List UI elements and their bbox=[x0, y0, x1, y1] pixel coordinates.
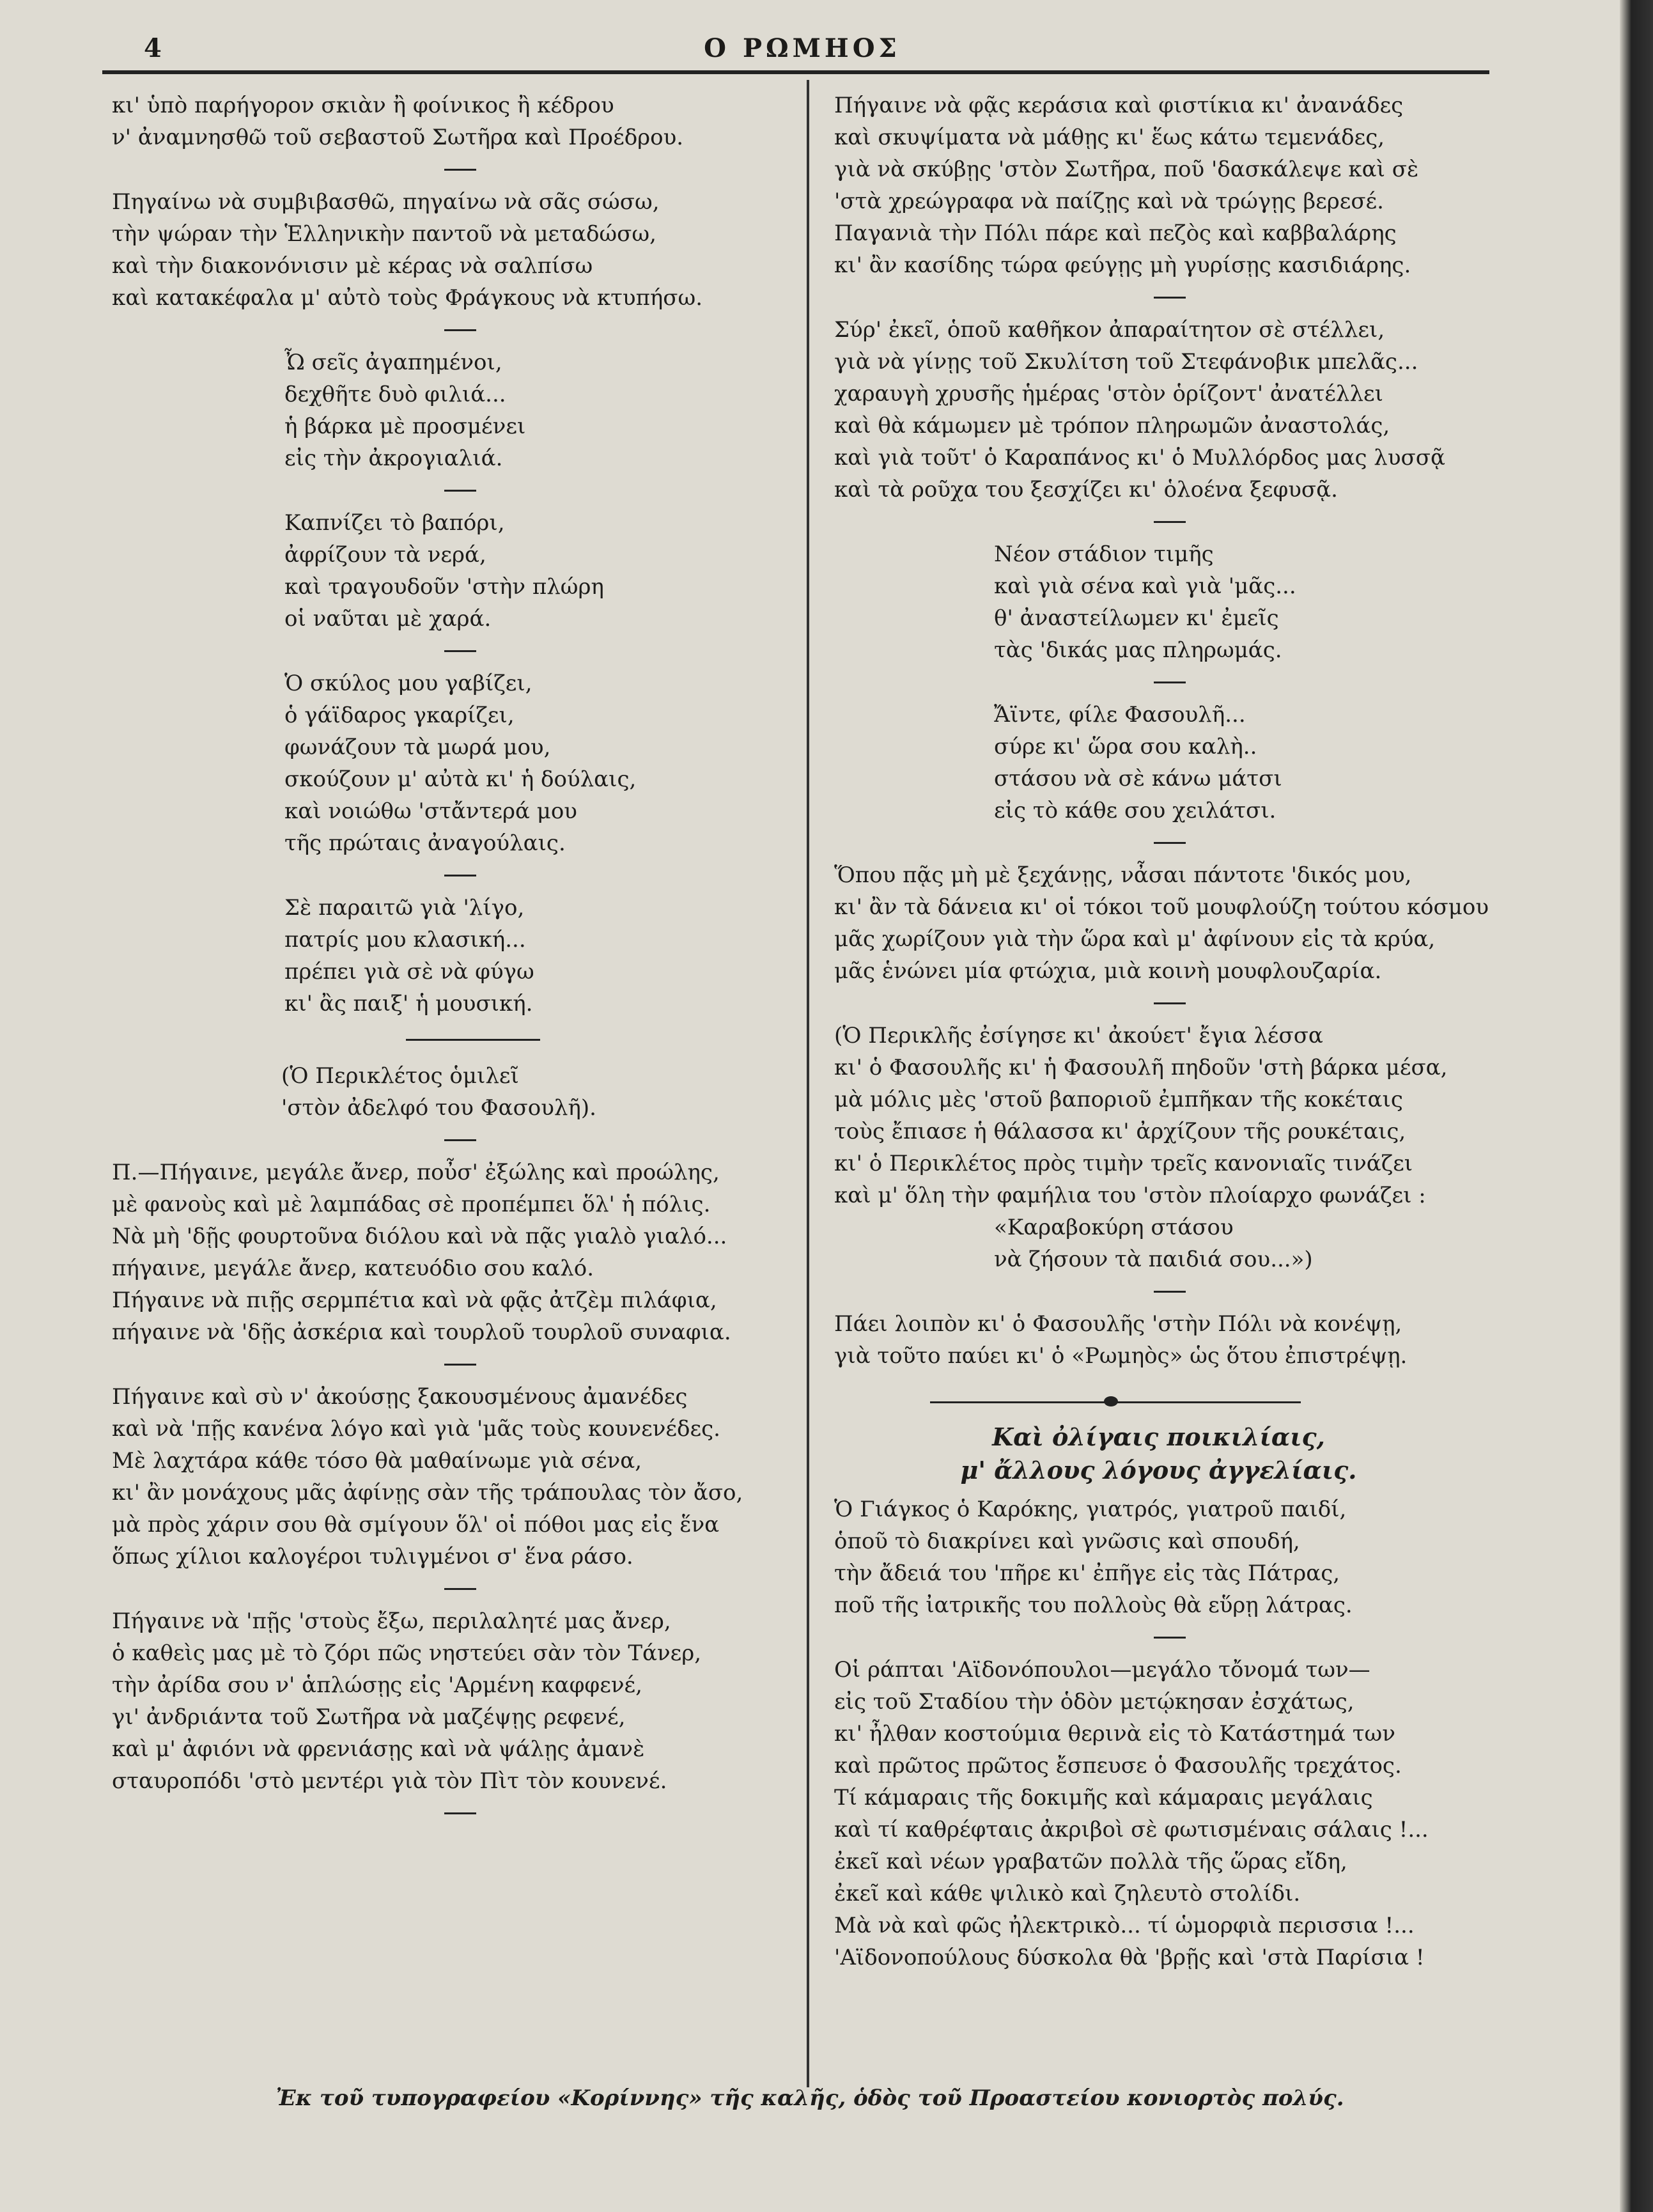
verse-line: καὶ σκυψίματα νὰ μάθῃς κι' ἕως κάτω τεμενάδες, bbox=[834, 125, 1385, 150]
verse-line: στάσου νὰ σὲ κάνω μάτσι bbox=[994, 766, 1282, 791]
separator-dash bbox=[1154, 1002, 1186, 1004]
verse-line: (Ὁ Περικλῆς ἐσίγησε κι' ἀκούετ' ἔγια λέσσα bbox=[834, 1023, 1323, 1048]
verse-line: Πήγαινε καὶ σὺ ν' ἀκούσῃς ξακουσμένους ἀμανέδες bbox=[112, 1384, 688, 1410]
verse-line: μὰ μόλις μὲς 'στοῦ βαποριοῦ ἐμπῆκαν τῆς κοκέταις bbox=[834, 1087, 1403, 1112]
verse-line: Καπνίζει τὸ βαπόρι, bbox=[284, 510, 505, 536]
stanza bbox=[112, 1157, 789, 1348]
masthead-title: Ο ΡΩΜΗΟΣ bbox=[704, 33, 901, 63]
verse-line: καὶ τί καθρέφταις ἀκριβοὶ σὲ φωτισμέναις σάλαις !... bbox=[834, 1817, 1429, 1842]
verse-line: (Ὁ Περικλέτος ὁμιλεῖ bbox=[281, 1063, 519, 1089]
stanza bbox=[834, 859, 1489, 987]
verse-line: καὶ τραγουδοῦν 'στὴν πλώρη bbox=[284, 574, 604, 600]
verse-line: εἰς τὴν ἀκρογιαλιά. bbox=[284, 446, 503, 471]
stanza bbox=[112, 347, 789, 474]
verse-line: καὶ νοιώθω 'στἄντερά μου bbox=[284, 798, 577, 824]
verse-line: κι' ἂς παιξ' ἡ μουσική. bbox=[284, 991, 533, 1016]
separator-dash bbox=[1154, 1291, 1186, 1293]
ornamental-rule bbox=[930, 1398, 1301, 1406]
stanza bbox=[112, 892, 789, 1020]
separator-dash bbox=[444, 490, 476, 492]
verse-line: ὅπως χίλιοι καλογέροι τυλιγμένοι σ' ἕνα ράσο. bbox=[112, 1544, 633, 1569]
verse-line: Νέον στάδιον τιμῆς bbox=[994, 541, 1214, 567]
verse-line: καὶ γιὰ σένα καὶ γιὰ 'μᾶς... bbox=[994, 573, 1296, 599]
verse-line: Πηγαίνω νὰ συμβιβασθῶ, πηγαίνω νὰ σᾶς σώσω, bbox=[112, 189, 660, 215]
verse-line: σκούζουν μ' αὐτὰ κι' ἡ δούλαις, bbox=[284, 767, 637, 792]
separator-dash bbox=[444, 650, 476, 652]
verse-line: κι' ἂν κασίδης τώρα φεύγῃς μὴ γυρίσῃς κασιδιάρης. bbox=[834, 253, 1411, 278]
verse-line: Οἱ ράπται 'Αϊδονόπουλοι—μεγάλο τὄνομά των— bbox=[834, 1657, 1370, 1683]
verse-line: καὶ τὴν διακονόνισιν μὲ κέρας νὰ σαλπίσω bbox=[112, 253, 593, 279]
verse-line: Ὁ σκύλος μου γαβίζει, bbox=[284, 671, 532, 696]
separator-dash bbox=[1154, 682, 1186, 683]
separator-dash bbox=[444, 875, 476, 876]
stanza bbox=[112, 186, 789, 314]
verse-line: ν' ἀναμνησθῶ τοῦ σεβαστοῦ Σωτῆρα καὶ Προέδρου. bbox=[112, 125, 684, 150]
separator-dash bbox=[444, 329, 476, 331]
verse-line: πατρίς μου κλασική... bbox=[284, 927, 526, 953]
verse-line: καὶ γιὰ τοῦτ' ὁ Καραπάνος κι' ὁ Μυλλόρδος μας λυσσᾷ bbox=[834, 445, 1445, 471]
page-header bbox=[115, 26, 1489, 77]
verse-line: Σὲ παραιτῶ γιὰ 'λίγο, bbox=[284, 895, 525, 921]
verse-line: ὁποῦ τὸ διακρίνει καὶ γνῶσις καὶ σπουδή, bbox=[834, 1529, 1300, 1554]
verse-line: δεχθῆτε δυὸ φιλιά... bbox=[284, 382, 506, 407]
verse-line: γιὰ νὰ σκύβῃς 'στὸν Σωτῆρα, ποῦ 'δασκάλεψε καὶ σὲ bbox=[834, 157, 1419, 182]
verse-line: Νὰ μὴ 'δῇς φουρτοῦνα διόλου καὶ νὰ πᾷς γιαλὸ γιαλό... bbox=[112, 1224, 727, 1249]
verse-line: ἐκεῖ καὶ νέων γραβατῶν πολλὰ τῆς ὥρας εἴδη, bbox=[834, 1849, 1347, 1874]
section-title bbox=[834, 1421, 1483, 1487]
verse-line: μᾶς χωρίζουν γιὰ τὴν ὥρα καὶ μ' ἀφίνουν εἰς τὰ κρύα, bbox=[834, 926, 1436, 952]
separator-dash bbox=[444, 1812, 476, 1814]
section-title-line: Καὶ ὀλίγαις ποικιλίαις, bbox=[992, 1422, 1325, 1451]
verse-line: κι' ὁ Φασουλῆς κι' ἡ Φασουλῆ πηδοῦν 'στὴ βάρκα μέσα, bbox=[834, 1055, 1448, 1080]
verse-line: πρέπει γιὰ σὲ νὰ φύγω bbox=[284, 959, 534, 985]
verse-line: 'στὸν ἀδελφό του Φασουλῆ). bbox=[281, 1095, 596, 1121]
verse-line: πήγαινε νὰ 'δῇς ἀσκέρια καὶ τουρλοῦ τουρλοῦ συναφια. bbox=[112, 1320, 731, 1345]
stanza bbox=[834, 1308, 1483, 1372]
page-number: 4 bbox=[144, 33, 162, 63]
verse-line: πήγαινε, μεγάλε ἄνερ, κατευόδιο σου καλό. bbox=[112, 1256, 594, 1281]
section-title-line: μ' ἄλλους λόγους ἀγγελίαις. bbox=[960, 1456, 1357, 1484]
verse-line: τὴν ἀρίδα σου ν' ἁπλώσῃς εἰς 'Αρμένη καφφενέ, bbox=[112, 1672, 642, 1698]
news-item bbox=[834, 1654, 1483, 1974]
stage-direction bbox=[112, 1060, 789, 1124]
verse-line: ὁ καθεὶς μας μὲ τὸ ζόρι πῶς νηστεύει σὰν τὸν Τάνερ, bbox=[112, 1640, 702, 1666]
verse-line: ἐκεῖ καὶ κάθε ψιλικὸ καὶ ζηλευτὸ στολίδι. bbox=[834, 1881, 1301, 1906]
separator-dash bbox=[444, 1364, 476, 1366]
verse-line: Μὲ λαχτάρα κάθε τόσο θὰ μαθαίνωμε γιὰ σένα, bbox=[112, 1448, 642, 1474]
separator-dash bbox=[1154, 297, 1186, 299]
verse-line: ἡ βάρκα μὲ προσμένει bbox=[284, 414, 526, 439]
verse-line: κι' ἂν μονάχους μᾶς ἀφίνῃς σὰν τῆς τράπουλας τὸν ἄσο, bbox=[112, 1480, 743, 1506]
stanza bbox=[112, 1381, 789, 1573]
verse-line: Π.—Πήγαινε, μεγάλε ἄνερ, ποὖσ' ἐξώλης καὶ προώλης, bbox=[112, 1160, 720, 1185]
verse-line: Μὰ νὰ καὶ φῶς ἠλεκτρικὸ... τί ὡμορφιὰ περισσια !... bbox=[834, 1913, 1415, 1938]
stanza bbox=[112, 1605, 789, 1797]
ornament-diamond-icon bbox=[1104, 1396, 1118, 1406]
opening-lines bbox=[112, 90, 789, 153]
verse-line: σύρε κι' ὥρα σου καλὴ.. bbox=[994, 734, 1257, 759]
verse-line: Πήγαινε νὰ πιῇς σερμπέτια καὶ νὰ φᾷς ἀτζὲμ πιλάφια, bbox=[112, 1288, 717, 1313]
verse-line: κι' ὁ Περικλέτος πρὸς τιμὴν τρεῖς κανονιαῖς τινάζει bbox=[834, 1151, 1413, 1176]
verse-line: ἀφρίζουν τὰ νερά, bbox=[284, 542, 486, 568]
verse-line: Ἄϊντε, φίλε Φασουλῆ... bbox=[994, 702, 1246, 728]
stanza bbox=[834, 538, 1483, 666]
separator-dash bbox=[1154, 1637, 1186, 1639]
stanza bbox=[834, 90, 1483, 281]
verse-line: φωνάζουν τὰ μωρά μου, bbox=[284, 735, 551, 760]
verse-line: κι' ἂν τὰ δάνεια κι' οἱ τόκοι τοῦ μουφλούζη τούτου κόσμου bbox=[834, 894, 1489, 920]
stanza bbox=[834, 1020, 1483, 1275]
verse-line: Σύρ' ἐκεῖ, ὁποῦ καθῆκον ἀπαραίτητον σὲ στέλλει, bbox=[834, 317, 1385, 343]
verse-line: Τί κάμαραις τῆς δοκιμῆς καὶ κάμαραις μεγάλαις bbox=[834, 1785, 1373, 1811]
right-column bbox=[834, 90, 1489, 1974]
verse-line: χαραυγὴ χρυσῆς ἡμέρας 'στὸν ὁρίζοντ' ἀνατέλλει bbox=[834, 381, 1383, 407]
separator-dash bbox=[444, 1588, 476, 1590]
verse-line: Πάει λοιπὸν κι' ὁ Φασουλῆς 'στὴν Πόλι νὰ κονέψῃ, bbox=[834, 1311, 1402, 1337]
verse-line: καὶ κατακέφαλα μ' αὐτὸ τοὺς Φράγκους νὰ κτυπήσω. bbox=[112, 285, 703, 311]
verse-line: θ' ἀναστείλωμεν κι' ἐμεῖς bbox=[994, 605, 1279, 631]
verse-line: γιὰ τοῦτο παύει κι' ὁ «Ρωμηὸς» ὡς ὅτου ἐπιστρέψῃ. bbox=[834, 1343, 1408, 1369]
stanza bbox=[112, 667, 789, 859]
verse-line: καὶ νὰ 'πῇς κανένα λόγο καὶ γιὰ 'μᾶς τοὺς κουνενέδες. bbox=[112, 1416, 720, 1442]
verse-line: 'στὰ χρεώγραφα νὰ παίζῃς καὶ νὰ τρώγῃς βερεσέ. bbox=[834, 189, 1384, 214]
verse-line: κι' ὑπὸ παρήγορον σκιὰν ἢ φοίνικος ἢ κέδρου bbox=[112, 93, 614, 118]
verse-line: μὲ φανοὺς καὶ μὲ λαμπάδας σὲ προπέμπει ὅλ' ἡ πόλις. bbox=[112, 1192, 711, 1217]
verse-line: καὶ πρῶτος πρῶτος ἔσπευσε ὁ Φασουλῆς τρεχάτος. bbox=[834, 1753, 1402, 1779]
verse-line: κι' ἦλθαν κοστούμια θερινὰ εἰς τὸ Κατάστημά των bbox=[834, 1721, 1395, 1747]
verse-line: γιὰ νὰ γίνῃς τοῦ Σκυλίτση τοῦ Στεφάνοβικ μπελᾶς... bbox=[834, 349, 1418, 375]
verse-line: Ὅπου πᾷς μὴ μὲ ξεχάνῃς, νἆσαι πάντοτε 'δικός μου, bbox=[834, 862, 1412, 888]
separator-dash bbox=[444, 1139, 476, 1141]
stanza bbox=[834, 699, 1483, 827]
verse-line: καὶ τὰ ροῦχα του ξεσχίζει κι' ὁλοένα ξεφυσᾷ. bbox=[834, 477, 1338, 502]
verse-line: τὴν ψώραν τὴν Ἑλληνικὴν παντοῦ νὰ μεταδώσω, bbox=[112, 221, 656, 247]
verse-line: εἰς τὸ κάθε σου χειλάτσι. bbox=[994, 798, 1277, 823]
verse-line: τοὺς ἔπιασε ἡ θάλασσα κι' ἀρχίζουν τῆς ρουκέταις, bbox=[834, 1119, 1406, 1144]
verse-line: «Καραβοκύρη στάσου bbox=[994, 1215, 1234, 1240]
header-rule bbox=[102, 70, 1489, 74]
verse-line: τὰς 'δικάς μας πληρωμάς. bbox=[994, 637, 1282, 663]
verse-line: καὶ θὰ κάμωμεν μὲ τρόπον πληρωμῶν ἀναστολάς, bbox=[834, 413, 1390, 439]
verse-line: Παγανιὰ τὴν Πόλι πάρε καὶ πεζὸς καὶ καββαλάρης bbox=[834, 221, 1397, 246]
verse-line: νὰ ζήσουν τὰ παιδιά σου...») bbox=[994, 1247, 1313, 1272]
verse-line: Ὦ σεῖς ἀγαπημένοι, bbox=[284, 350, 502, 375]
verse-line: Πήγαινε νὰ φᾷς κεράσια καὶ φιστίκια κι' ἀνανάδες bbox=[834, 93, 1404, 118]
verse-line: γι' ἀνδριάντα τοῦ Σωτῆρα νὰ μαζέψῃς ρεφενέ, bbox=[112, 1704, 626, 1730]
verse-line: καὶ μ' ὅλη τὴν φαμήλια του 'στὸν πλοίαρχο φωνάζει : bbox=[834, 1183, 1426, 1208]
verse-line: μᾶς ἑνώνει μία φτώχια, μιὰ κοινὴ μουφλουζαρία. bbox=[834, 958, 1382, 984]
stanza bbox=[112, 507, 789, 635]
separator-rule bbox=[406, 1039, 540, 1041]
printer-footer: Ἐκ τοῦ τυπογραφείου «Κορίννης» τῆς καλῆς, ὁδὸς τοῦ Προαστείου κονιορτὸς πολύς. bbox=[276, 2085, 1344, 2111]
verse-line: σταυροπόδι 'στὸ μεντέρι γιὰ τὸν Πὶτ τὸν κουνενέ. bbox=[112, 1768, 667, 1794]
column-divider bbox=[807, 80, 809, 2087]
verse-line: καὶ μ' ἀφιόνι νὰ φρενιάσῃς καὶ νὰ ψάλῃς ἀμανὲ bbox=[112, 1736, 645, 1762]
verse-line: ποῦ τῆς ἰατρικῆς του πολλοὺς θὰ εὕρῃ λάτρας. bbox=[834, 1593, 1353, 1618]
separator-dash bbox=[1154, 842, 1186, 844]
verse-line: τῆς πρώταις ἀναγούλαις. bbox=[284, 830, 566, 856]
page-binding-edge bbox=[1620, 0, 1653, 2212]
verse-line: τὴν ἄδειά του 'πῆρε κι' ἐπῆγε εἰς τὰς Πάτρας, bbox=[834, 1561, 1340, 1586]
news-item bbox=[834, 1493, 1483, 1621]
verse-line: Ὁ Γιάγκος ὁ Καρόκης, γιατρός, γιατροῦ παιδί, bbox=[834, 1497, 1347, 1522]
separator-dash bbox=[1154, 521, 1186, 523]
verse-line: ὁ γάϊδαρος γκαρίζει, bbox=[284, 703, 515, 728]
stanza bbox=[834, 314, 1483, 506]
verse-line: Πήγαινε νὰ 'πῇς 'στοὺς ἔξω, περιλαλητέ μας ἄνερ, bbox=[112, 1608, 671, 1634]
verse-line: οἱ ναῦται μὲ χαρά. bbox=[284, 606, 492, 632]
separator-dash bbox=[444, 169, 476, 171]
verse-line: εἰς τοῦ Σταδίου τὴν ὁδὸν μετῴκησαν ἐσχάτως, bbox=[834, 1689, 1354, 1715]
verse-line: μὰ πρὸς χάριν σου θὰ σμίγουν ὅλ' οἱ πόθοι μας εἰς ἕνα bbox=[112, 1512, 720, 1538]
verse-line: 'Αϊδονοπούλους δύσκολα θὰ 'βρῇς καὶ 'στὰ Παρίσια ! bbox=[834, 1945, 1425, 1970]
left-column bbox=[112, 90, 789, 1830]
